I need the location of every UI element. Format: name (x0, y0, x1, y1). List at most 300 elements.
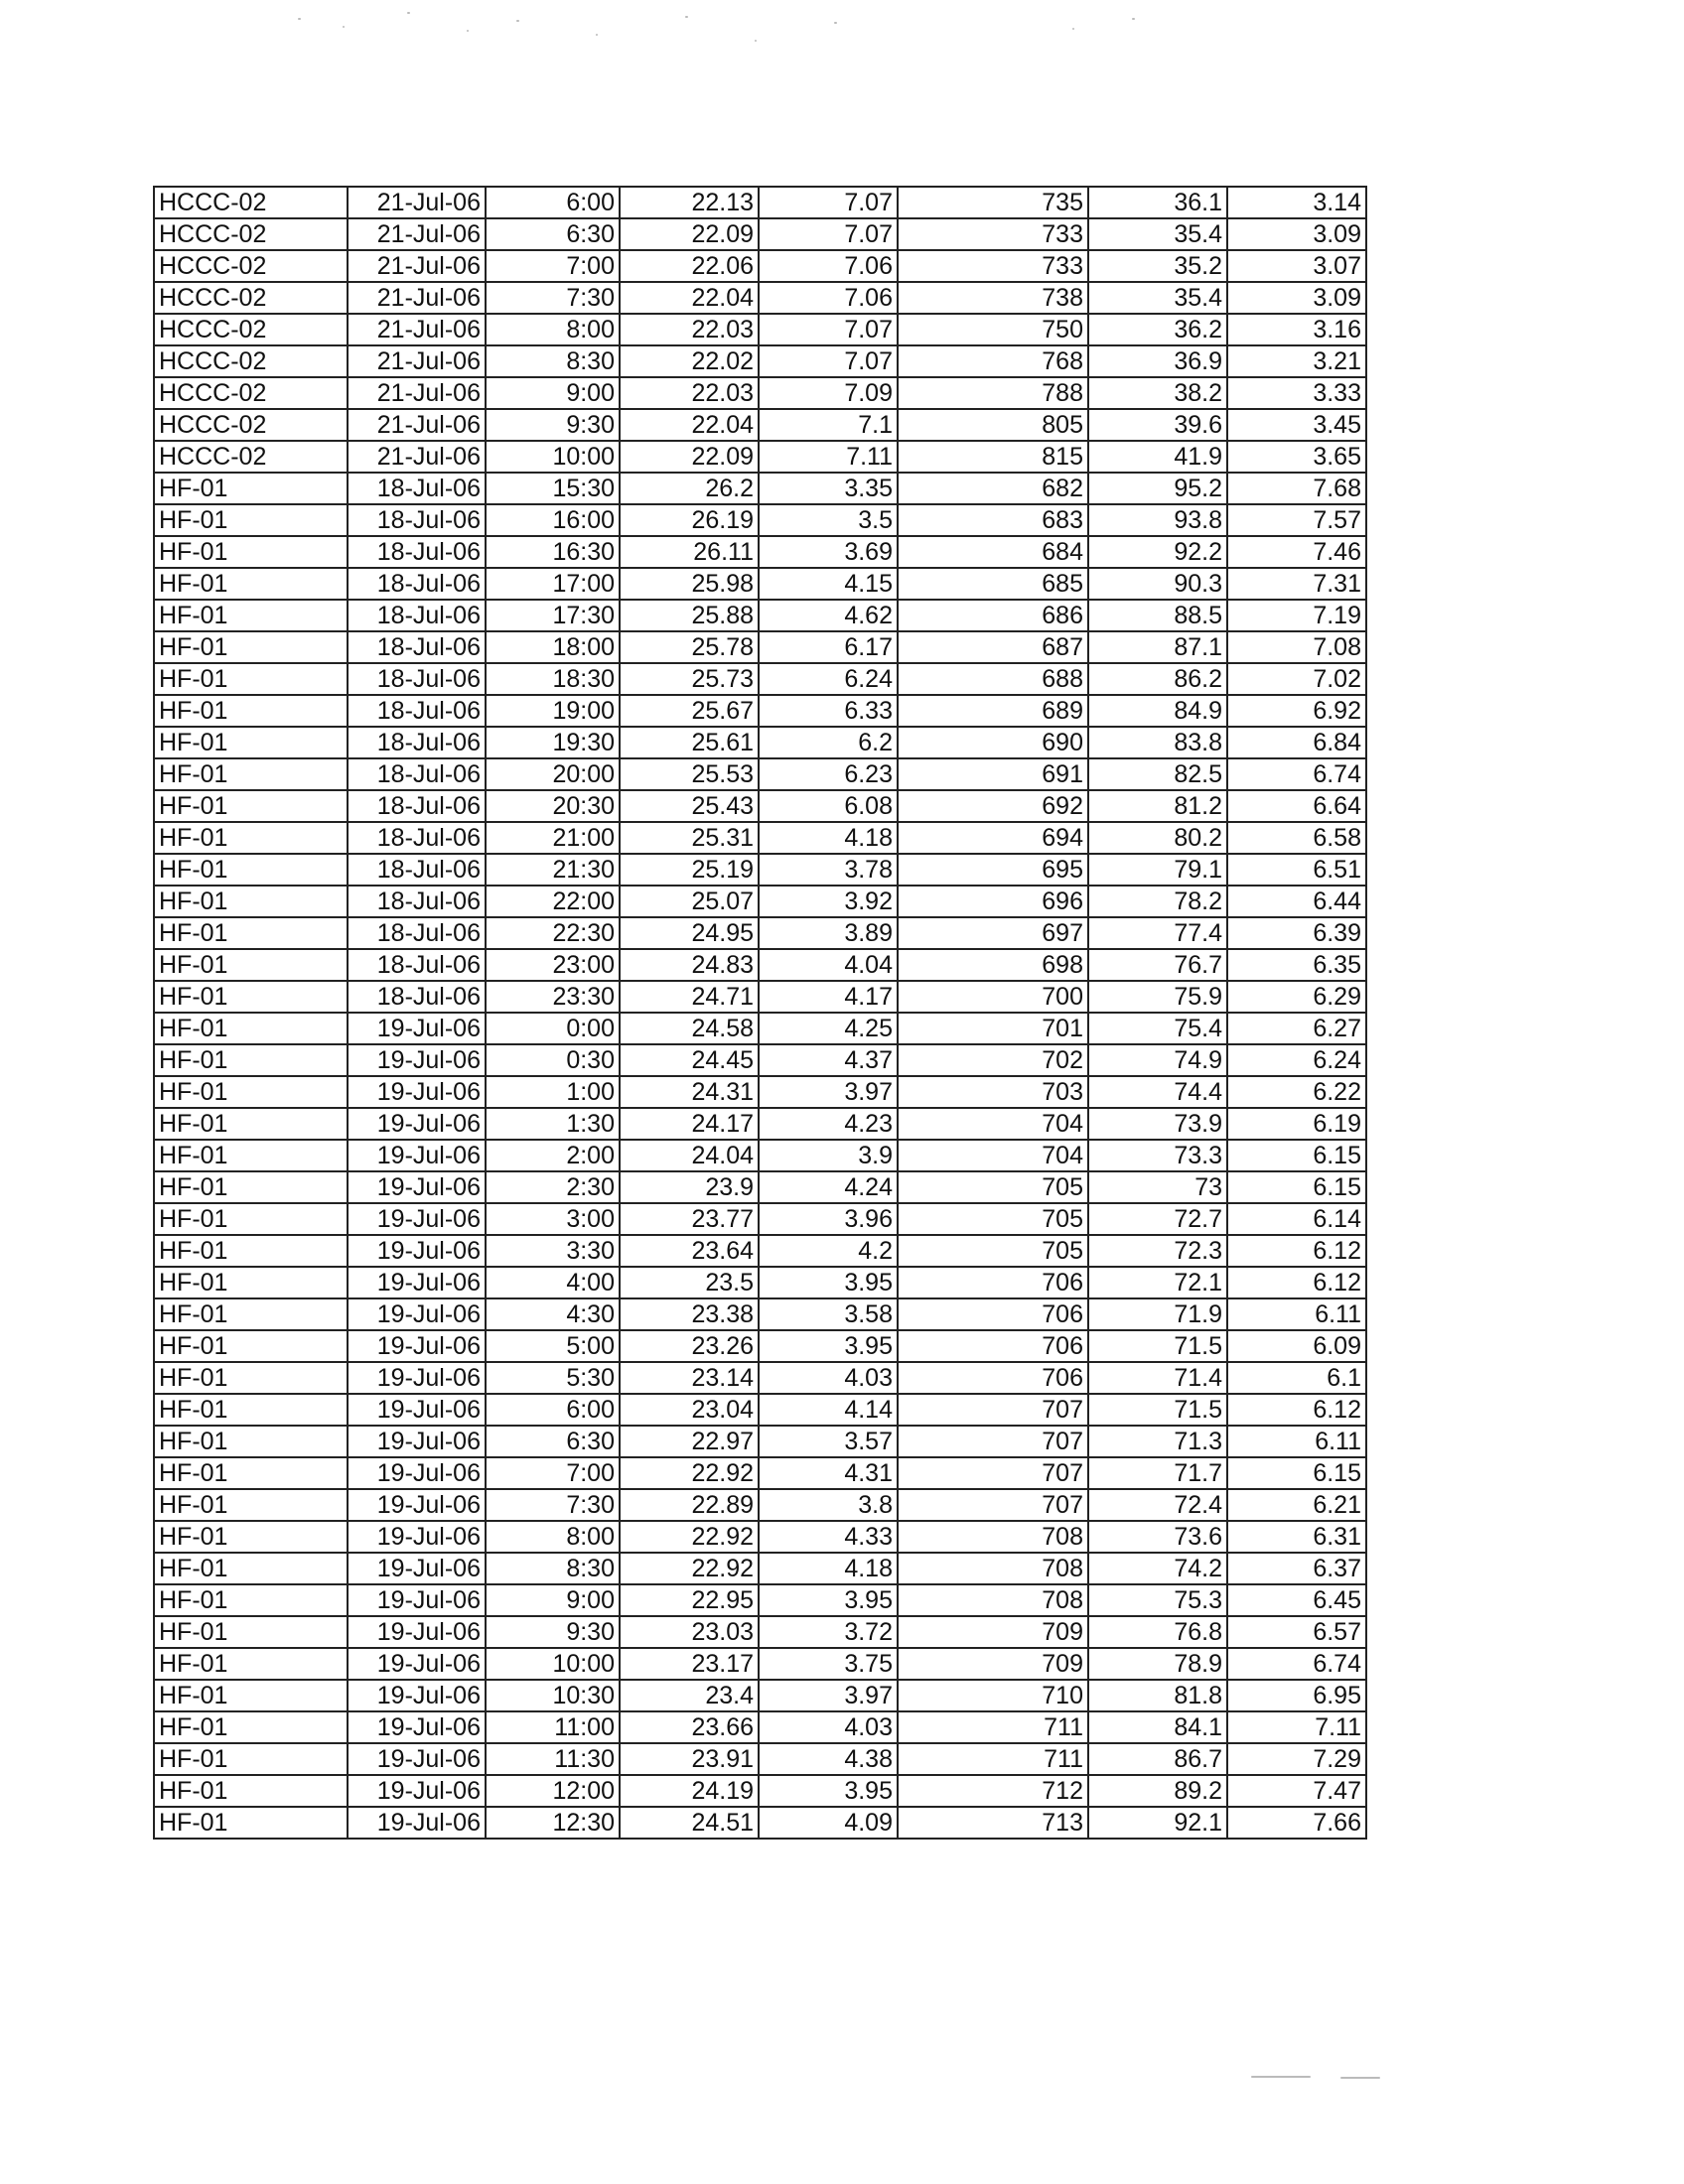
value-c-cell: 768 (898, 345, 1088, 377)
date-cell: 18-Jul-06 (348, 568, 486, 600)
value-c-cell: 707 (898, 1489, 1088, 1521)
value-d-cell: 35.2 (1088, 250, 1227, 282)
value-c-cell: 788 (898, 377, 1088, 409)
value-b-cell: 4.23 (759, 1108, 898, 1140)
value-b-cell: 7.07 (759, 345, 898, 377)
value-a-cell: 23.17 (620, 1648, 759, 1680)
value-a-cell: 22.09 (620, 218, 759, 250)
value-a-cell: 23.5 (620, 1267, 759, 1298)
table-row (154, 886, 1366, 917)
value-c-cell: 805 (898, 409, 1088, 441)
date-cell: 18-Jul-06 (348, 886, 486, 917)
date-cell: 19-Jul-06 (348, 1267, 486, 1298)
value-b-cell: 4.25 (759, 1013, 898, 1044)
station-cell: HF-01 (154, 1394, 348, 1426)
table-row (154, 345, 1366, 377)
value-e-cell: 7.31 (1227, 568, 1366, 600)
value-d-cell: 35.4 (1088, 282, 1227, 314)
value-c-cell: 690 (898, 727, 1088, 758)
value-a-cell: 22.95 (620, 1584, 759, 1616)
value-c-cell: 704 (898, 1140, 1088, 1171)
value-d-cell: 39.6 (1088, 409, 1227, 441)
value-a-cell: 22.13 (620, 187, 759, 218)
value-a-cell: 24.71 (620, 981, 759, 1013)
date-cell: 19-Jul-06 (348, 1108, 486, 1140)
value-d-cell: 80.2 (1088, 822, 1227, 854)
date-cell: 19-Jul-06 (348, 1648, 486, 1680)
value-c-cell: 750 (898, 314, 1088, 345)
date-cell: 19-Jul-06 (348, 1171, 486, 1203)
value-e-cell: 7.68 (1227, 473, 1366, 504)
value-b-cell: 4.24 (759, 1171, 898, 1203)
value-d-cell: 82.5 (1088, 758, 1227, 790)
value-e-cell: 6.15 (1227, 1457, 1366, 1489)
time-cell: 23:30 (486, 981, 620, 1013)
value-e-cell: 7.11 (1227, 1711, 1366, 1743)
value-c-cell: 706 (898, 1298, 1088, 1330)
value-a-cell: 24.31 (620, 1076, 759, 1108)
value-b-cell: 3.35 (759, 473, 898, 504)
table-row (154, 949, 1366, 981)
value-a-cell: 24.45 (620, 1044, 759, 1076)
value-a-cell: 24.04 (620, 1140, 759, 1171)
value-b-cell: 4.31 (759, 1457, 898, 1489)
time-cell: 7:30 (486, 282, 620, 314)
table-row (154, 631, 1366, 663)
table-row (154, 1267, 1366, 1298)
value-c-cell: 694 (898, 822, 1088, 854)
station-cell: HF-01 (154, 854, 348, 886)
station-cell: HF-01 (154, 758, 348, 790)
date-cell: 18-Jul-06 (348, 758, 486, 790)
value-d-cell: 72.1 (1088, 1267, 1227, 1298)
value-d-cell: 71.3 (1088, 1426, 1227, 1457)
value-d-cell: 74.9 (1088, 1044, 1227, 1076)
value-b-cell: 3.78 (759, 854, 898, 886)
station-cell: HCCC-02 (154, 441, 348, 473)
value-d-cell: 74.4 (1088, 1076, 1227, 1108)
value-e-cell: 7.46 (1227, 536, 1366, 568)
value-a-cell: 22.04 (620, 409, 759, 441)
station-cell: HCCC-02 (154, 218, 348, 250)
value-b-cell: 3.97 (759, 1680, 898, 1711)
date-cell: 18-Jul-06 (348, 854, 486, 886)
table-row (154, 663, 1366, 695)
time-cell: 5:00 (486, 1330, 620, 1362)
value-c-cell: 815 (898, 441, 1088, 473)
value-a-cell: 22.97 (620, 1426, 759, 1457)
value-b-cell: 7.07 (759, 218, 898, 250)
table-row (154, 1171, 1366, 1203)
value-e-cell: 3.21 (1227, 345, 1366, 377)
value-e-cell: 6.15 (1227, 1140, 1366, 1171)
table-row (154, 441, 1366, 473)
value-e-cell: 6.92 (1227, 695, 1366, 727)
value-a-cell: 22.92 (620, 1553, 759, 1584)
station-cell: HF-01 (154, 886, 348, 917)
value-a-cell: 23.26 (620, 1330, 759, 1362)
time-cell: 16:00 (486, 504, 620, 536)
value-d-cell: 73.6 (1088, 1521, 1227, 1553)
station-cell: HF-01 (154, 1775, 348, 1807)
value-c-cell: 713 (898, 1807, 1088, 1839)
table-row (154, 1521, 1366, 1553)
date-cell: 19-Jul-06 (348, 1013, 486, 1044)
value-d-cell: 71.7 (1088, 1457, 1227, 1489)
value-a-cell: 25.73 (620, 663, 759, 695)
date-cell: 19-Jul-06 (348, 1553, 486, 1584)
table-row (154, 377, 1366, 409)
table-row (154, 568, 1366, 600)
value-a-cell: 25.61 (620, 727, 759, 758)
time-cell: 6:30 (486, 218, 620, 250)
value-b-cell: 7.06 (759, 282, 898, 314)
value-b-cell: 6.33 (759, 695, 898, 727)
table-row (154, 314, 1366, 345)
value-a-cell: 22.92 (620, 1521, 759, 1553)
time-cell: 21:30 (486, 854, 620, 886)
value-e-cell: 6.29 (1227, 981, 1366, 1013)
value-a-cell: 25.19 (620, 854, 759, 886)
date-cell: 21-Jul-06 (348, 345, 486, 377)
date-cell: 19-Jul-06 (348, 1362, 486, 1394)
date-cell: 21-Jul-06 (348, 377, 486, 409)
time-cell: 17:30 (486, 600, 620, 631)
time-cell: 11:30 (486, 1743, 620, 1775)
time-cell: 8:00 (486, 314, 620, 345)
table-row (154, 600, 1366, 631)
table-row (154, 1553, 1366, 1584)
value-c-cell: 691 (898, 758, 1088, 790)
time-cell: 22:30 (486, 917, 620, 949)
value-e-cell: 6.27 (1227, 1013, 1366, 1044)
value-c-cell: 709 (898, 1616, 1088, 1648)
date-cell: 19-Jul-06 (348, 1743, 486, 1775)
value-a-cell: 23.66 (620, 1711, 759, 1743)
date-cell: 18-Jul-06 (348, 949, 486, 981)
station-cell: HF-01 (154, 663, 348, 695)
table-row (154, 1775, 1366, 1807)
value-b-cell: 3.96 (759, 1203, 898, 1235)
value-b-cell: 4.37 (759, 1044, 898, 1076)
value-e-cell: 6.14 (1227, 1203, 1366, 1235)
station-cell: HF-01 (154, 1553, 348, 1584)
value-d-cell: 36.1 (1088, 187, 1227, 218)
value-d-cell: 75.3 (1088, 1584, 1227, 1616)
value-d-cell: 84.1 (1088, 1711, 1227, 1743)
time-cell: 3:00 (486, 1203, 620, 1235)
value-a-cell: 25.53 (620, 758, 759, 790)
station-cell: HF-01 (154, 1298, 348, 1330)
value-d-cell: 71.5 (1088, 1330, 1227, 1362)
time-cell: 10:00 (486, 441, 620, 473)
value-e-cell: 6.64 (1227, 790, 1366, 822)
table-row (154, 1489, 1366, 1521)
value-c-cell: 688 (898, 663, 1088, 695)
value-a-cell: 22.89 (620, 1489, 759, 1521)
value-a-cell: 25.31 (620, 822, 759, 854)
station-cell: HF-01 (154, 600, 348, 631)
data-table (153, 186, 1367, 1840)
table-body (154, 187, 1366, 1839)
station-cell: HCCC-02 (154, 187, 348, 218)
value-e-cell: 6.58 (1227, 822, 1366, 854)
value-c-cell: 684 (898, 536, 1088, 568)
table-row (154, 473, 1366, 504)
station-cell: HF-01 (154, 568, 348, 600)
date-cell: 18-Jul-06 (348, 473, 486, 504)
value-a-cell: 24.95 (620, 917, 759, 949)
value-d-cell: 72.7 (1088, 1203, 1227, 1235)
value-d-cell: 84.9 (1088, 695, 1227, 727)
table-row (154, 1711, 1366, 1743)
date-cell: 18-Jul-06 (348, 663, 486, 695)
value-e-cell: 3.16 (1227, 314, 1366, 345)
time-cell: 9:00 (486, 377, 620, 409)
value-b-cell: 4.33 (759, 1521, 898, 1553)
date-cell: 19-Jul-06 (348, 1680, 486, 1711)
value-e-cell: 6.37 (1227, 1553, 1366, 1584)
station-cell: HF-01 (154, 1616, 348, 1648)
table-row (154, 917, 1366, 949)
value-c-cell: 705 (898, 1171, 1088, 1203)
value-a-cell: 25.78 (620, 631, 759, 663)
date-cell: 19-Jul-06 (348, 1330, 486, 1362)
value-d-cell: 74.2 (1088, 1553, 1227, 1584)
value-b-cell: 3.72 (759, 1616, 898, 1648)
value-b-cell: 3.97 (759, 1076, 898, 1108)
value-c-cell: 712 (898, 1775, 1088, 1807)
value-b-cell: 4.03 (759, 1362, 898, 1394)
date-cell: 18-Jul-06 (348, 822, 486, 854)
date-cell: 19-Jul-06 (348, 1457, 486, 1489)
time-cell: 11:00 (486, 1711, 620, 1743)
value-e-cell: 6.09 (1227, 1330, 1366, 1362)
value-c-cell: 738 (898, 282, 1088, 314)
time-cell: 12:30 (486, 1807, 620, 1839)
value-c-cell: 697 (898, 917, 1088, 949)
time-cell: 4:00 (486, 1267, 620, 1298)
value-b-cell: 7.09 (759, 377, 898, 409)
value-a-cell: 22.06 (620, 250, 759, 282)
value-a-cell: 25.43 (620, 790, 759, 822)
table-row (154, 1140, 1366, 1171)
value-e-cell: 3.33 (1227, 377, 1366, 409)
date-cell: 19-Jul-06 (348, 1807, 486, 1839)
value-b-cell: 3.89 (759, 917, 898, 949)
time-cell: 18:30 (486, 663, 620, 695)
value-d-cell: 83.8 (1088, 727, 1227, 758)
value-e-cell: 6.35 (1227, 949, 1366, 981)
value-e-cell: 6.57 (1227, 1616, 1366, 1648)
value-c-cell: 709 (898, 1648, 1088, 1680)
value-c-cell: 687 (898, 631, 1088, 663)
table-row (154, 1362, 1366, 1394)
value-c-cell: 682 (898, 473, 1088, 504)
date-cell: 19-Jul-06 (348, 1203, 486, 1235)
time-cell: 21:00 (486, 822, 620, 854)
value-e-cell: 3.09 (1227, 218, 1366, 250)
value-a-cell: 23.64 (620, 1235, 759, 1267)
value-e-cell: 6.11 (1227, 1426, 1366, 1457)
value-b-cell: 6.23 (759, 758, 898, 790)
station-cell: HF-01 (154, 727, 348, 758)
value-a-cell: 23.14 (620, 1362, 759, 1394)
station-cell: HF-01 (154, 1457, 348, 1489)
value-a-cell: 25.07 (620, 886, 759, 917)
value-e-cell: 6.24 (1227, 1044, 1366, 1076)
value-c-cell: 733 (898, 250, 1088, 282)
table-row (154, 790, 1366, 822)
value-c-cell: 701 (898, 1013, 1088, 1044)
date-cell: 19-Jul-06 (348, 1584, 486, 1616)
value-c-cell: 733 (898, 218, 1088, 250)
value-c-cell: 702 (898, 1044, 1088, 1076)
value-a-cell: 22.03 (620, 377, 759, 409)
date-cell: 21-Jul-06 (348, 314, 486, 345)
value-d-cell: 77.4 (1088, 917, 1227, 949)
value-a-cell: 24.19 (620, 1775, 759, 1807)
time-cell: 22:00 (486, 886, 620, 917)
table-row (154, 758, 1366, 790)
value-c-cell: 706 (898, 1267, 1088, 1298)
value-c-cell: 707 (898, 1457, 1088, 1489)
value-d-cell: 78.2 (1088, 886, 1227, 917)
value-d-cell: 78.9 (1088, 1648, 1227, 1680)
value-d-cell: 72.4 (1088, 1489, 1227, 1521)
value-e-cell: 3.09 (1227, 282, 1366, 314)
date-cell: 18-Jul-06 (348, 536, 486, 568)
value-e-cell: 7.66 (1227, 1807, 1366, 1839)
value-d-cell: 75.9 (1088, 981, 1227, 1013)
value-d-cell: 73 (1088, 1171, 1227, 1203)
time-cell: 19:30 (486, 727, 620, 758)
date-cell: 21-Jul-06 (348, 250, 486, 282)
time-cell: 8:00 (486, 1521, 620, 1553)
time-cell: 5:30 (486, 1362, 620, 1394)
value-d-cell: 95.2 (1088, 473, 1227, 504)
table-row (154, 218, 1366, 250)
date-cell: 19-Jul-06 (348, 1521, 486, 1553)
station-cell: HF-01 (154, 473, 348, 504)
value-b-cell: 3.57 (759, 1426, 898, 1457)
table-row (154, 981, 1366, 1013)
time-cell: 1:30 (486, 1108, 620, 1140)
table-row (154, 282, 1366, 314)
value-d-cell: 92.1 (1088, 1807, 1227, 1839)
date-cell: 18-Jul-06 (348, 790, 486, 822)
time-cell: 18:00 (486, 631, 620, 663)
value-e-cell: 6.39 (1227, 917, 1366, 949)
date-cell: 19-Jul-06 (348, 1616, 486, 1648)
table-row (154, 1203, 1366, 1235)
time-cell: 20:00 (486, 758, 620, 790)
station-cell: HF-01 (154, 1330, 348, 1362)
value-b-cell: 3.69 (759, 536, 898, 568)
value-c-cell: 708 (898, 1521, 1088, 1553)
value-b-cell: 7.07 (759, 187, 898, 218)
station-cell: HF-01 (154, 917, 348, 949)
value-d-cell: 76.8 (1088, 1616, 1227, 1648)
value-e-cell: 7.29 (1227, 1743, 1366, 1775)
table-row (154, 854, 1366, 886)
table-row (154, 1457, 1366, 1489)
station-cell: HF-01 (154, 822, 348, 854)
value-c-cell: 735 (898, 187, 1088, 218)
table-row (154, 822, 1366, 854)
station-cell: HF-01 (154, 1076, 348, 1108)
value-e-cell: 7.19 (1227, 600, 1366, 631)
date-cell: 19-Jul-06 (348, 1775, 486, 1807)
date-cell: 21-Jul-06 (348, 187, 486, 218)
value-d-cell: 92.2 (1088, 536, 1227, 568)
value-b-cell: 3.92 (759, 886, 898, 917)
station-cell: HF-01 (154, 1140, 348, 1171)
value-e-cell: 6.44 (1227, 886, 1366, 917)
value-b-cell: 3.58 (759, 1298, 898, 1330)
value-a-cell: 22.92 (620, 1457, 759, 1489)
value-b-cell: 4.04 (759, 949, 898, 981)
time-cell: 2:30 (486, 1171, 620, 1203)
station-cell: HF-01 (154, 504, 348, 536)
value-a-cell: 23.91 (620, 1743, 759, 1775)
table-row (154, 250, 1366, 282)
value-a-cell: 26.19 (620, 504, 759, 536)
station-cell: HF-01 (154, 1489, 348, 1521)
value-e-cell: 6.15 (1227, 1171, 1366, 1203)
value-c-cell: 705 (898, 1235, 1088, 1267)
value-a-cell: 23.4 (620, 1680, 759, 1711)
date-cell: 19-Jul-06 (348, 1489, 486, 1521)
value-b-cell: 6.24 (759, 663, 898, 695)
time-cell: 12:00 (486, 1775, 620, 1807)
value-e-cell: 6.31 (1227, 1521, 1366, 1553)
date-cell: 18-Jul-06 (348, 917, 486, 949)
station-cell: HF-01 (154, 1044, 348, 1076)
value-a-cell: 24.58 (620, 1013, 759, 1044)
date-cell: 19-Jul-06 (348, 1140, 486, 1171)
value-d-cell: 71.4 (1088, 1362, 1227, 1394)
value-c-cell: 706 (898, 1362, 1088, 1394)
value-e-cell: 3.14 (1227, 187, 1366, 218)
value-e-cell: 6.12 (1227, 1235, 1366, 1267)
station-cell: HF-01 (154, 1362, 348, 1394)
value-d-cell: 72.3 (1088, 1235, 1227, 1267)
value-d-cell: 71.5 (1088, 1394, 1227, 1426)
time-cell: 0:30 (486, 1044, 620, 1076)
date-cell: 18-Jul-06 (348, 600, 486, 631)
time-cell: 19:00 (486, 695, 620, 727)
station-cell: HF-01 (154, 695, 348, 727)
station-cell: HF-01 (154, 1680, 348, 1711)
value-e-cell: 6.1 (1227, 1362, 1366, 1394)
time-cell: 8:30 (486, 1553, 620, 1584)
value-d-cell: 79.1 (1088, 854, 1227, 886)
value-a-cell: 22.04 (620, 282, 759, 314)
value-d-cell: 38.2 (1088, 377, 1227, 409)
value-d-cell: 86.2 (1088, 663, 1227, 695)
table-row (154, 1235, 1366, 1267)
value-b-cell: 3.95 (759, 1584, 898, 1616)
value-e-cell: 6.19 (1227, 1108, 1366, 1140)
value-e-cell: 6.84 (1227, 727, 1366, 758)
value-c-cell: 700 (898, 981, 1088, 1013)
value-c-cell: 711 (898, 1743, 1088, 1775)
value-d-cell: 75.4 (1088, 1013, 1227, 1044)
time-cell: 4:30 (486, 1298, 620, 1330)
value-b-cell: 4.17 (759, 981, 898, 1013)
value-b-cell: 4.14 (759, 1394, 898, 1426)
